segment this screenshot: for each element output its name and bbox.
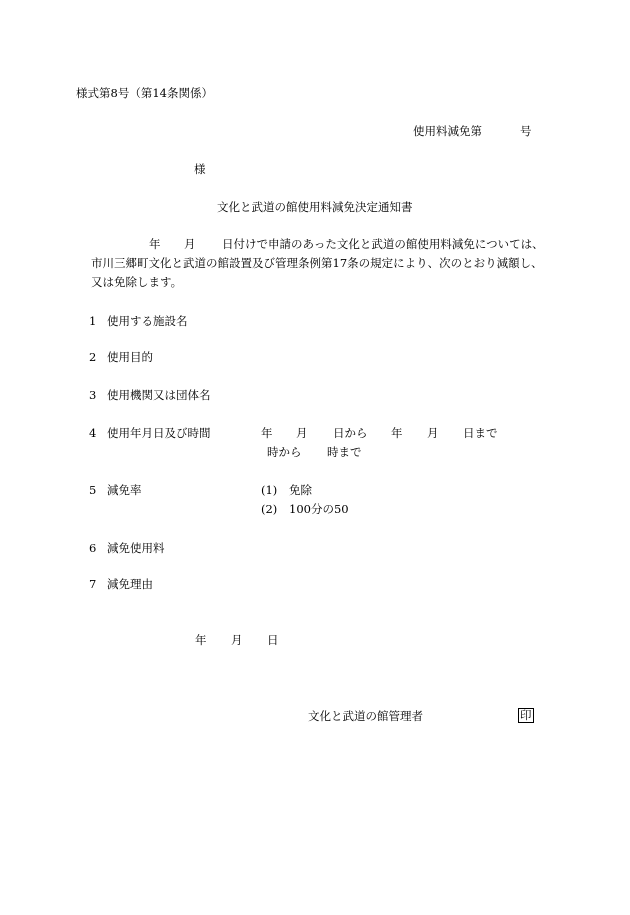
document-title: 文化と武道の館使用料減免決定通知書 [217, 200, 413, 214]
intro-line3: 又は免除します。 [91, 275, 183, 289]
item-label-fee: 減免使用料 [107, 541, 165, 555]
signer-title: 文化と武道の館管理者 [308, 709, 423, 723]
intro-line1: 日付けで申請のあった文化と武道の館使用料減免については、 [222, 237, 544, 251]
date-year: 年 [195, 633, 207, 647]
item-number: 5 [89, 483, 97, 497]
rate-option-number: (1) [261, 483, 278, 497]
item-label-organization: 使用機関又は団体名 [107, 388, 211, 402]
rate-option-number: (2) [261, 502, 278, 516]
period-day-to: 日まで [463, 426, 498, 440]
item-number: 3 [89, 388, 97, 402]
period-day-from: 日から [333, 426, 368, 440]
date-day: 日 [267, 633, 279, 647]
intro-month: 月 [184, 237, 196, 251]
item-number: 1 [89, 314, 97, 328]
period-month-start: 月 [296, 426, 308, 440]
period-time-to: 時まで [327, 445, 362, 459]
item-label-period: 使用年月日及び時間 [107, 426, 211, 440]
date-month: 月 [231, 633, 243, 647]
period-year-start: 年 [261, 426, 273, 440]
item-number: 4 [89, 426, 97, 440]
addressee-suffix: 様 [194, 162, 206, 176]
intro-line2: 市川三郷町文化と武道の館設置及び管理条例第17条の規定により、次のとおり減額し、 [91, 256, 543, 270]
seal-mark [518, 708, 534, 723]
seal-label: 印 [520, 708, 532, 722]
item-label-reason: 減免理由 [107, 577, 153, 591]
period-time-from: 時から [267, 445, 302, 459]
item-number: 6 [89, 541, 97, 555]
rate-option-text: 免除 [289, 483, 312, 497]
rate-option-text: 100分の50 [289, 502, 349, 516]
period-year-end: 年 [391, 426, 403, 440]
item-label-facility: 使用する施設名 [107, 314, 188, 328]
item-number: 7 [89, 577, 97, 591]
reference-prefix: 使用料減免第 [413, 124, 482, 138]
reference-suffix: 号 [520, 124, 532, 138]
intro-year: 年 [149, 237, 161, 251]
item-label-purpose: 使用目的 [107, 350, 153, 364]
item-label-rate: 減免率 [107, 483, 142, 497]
item-number: 2 [89, 350, 97, 364]
form-number: 様式第8号（第14条関係） [76, 86, 213, 100]
period-month-end: 月 [427, 426, 439, 440]
